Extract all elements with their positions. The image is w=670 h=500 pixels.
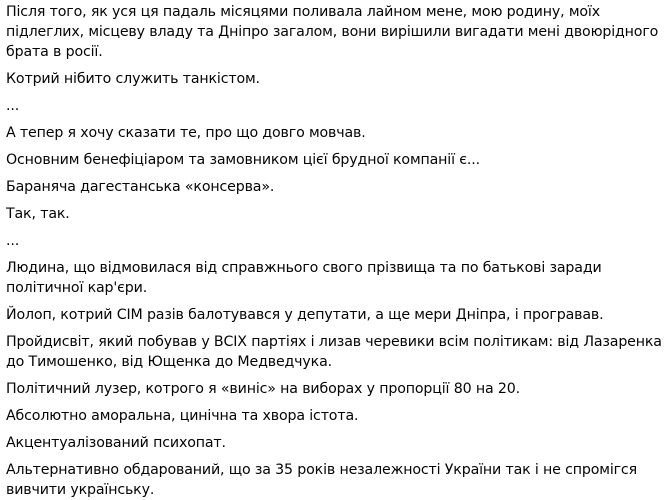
post-paragraph: Основним бенефіціаром та замовником цієї брудної компанії є... <box>6 152 480 168</box>
post-paragraph: Акцентуалізований психопат. <box>6 435 226 451</box>
post-paragraph: Пройдисвіт, який побував у ВСІХ партіях і лизав черевики всім політикам: від Лазаренка до Тимошенко, від Ющенка до Медведчука. <box>6 334 662 370</box>
post-paragraph: Так, так. <box>6 206 70 222</box>
post-paragraph: А тепер я хочу сказати те, про що довго мовчав. <box>6 125 366 141</box>
post-paragraph: Абсолютно аморальна, цинічна та хвора істота. <box>6 408 359 424</box>
post-paragraph: ... <box>6 98 20 114</box>
post-paragraph: Людина, що відмовилася від справжнього свого прізвища та по батькові заради політичної кар'єри. <box>6 260 602 296</box>
post-paragraph: Після того, як уся ця падаль місяцями поливала лайном мене, мою родину, моїх підлеглих, місцеву владу та Дніпро загалом, вони вирішили вигадати мені двоюрідного брата в росії. <box>6 4 659 60</box>
post-paragraph: Йолоп, котрий СІМ разів балотувався у депутати, а ще мери Дніпра, і програвав. <box>6 307 604 323</box>
post-paragraph: Котрий нібито служить танкістом. <box>6 71 260 87</box>
post-paragraph: ... <box>6 233 20 249</box>
post-paragraph: Альтернативно обдарований, що за 35 років незалежності України так і не спромігся вивчити українську. <box>6 462 637 498</box>
post-paragraph: Бараняча дагестанська «консерва». <box>6 179 275 195</box>
post-paragraph: Політичний лузер, котрого я «виніс» на виборах у пропорції 80 на 20. <box>6 381 520 397</box>
